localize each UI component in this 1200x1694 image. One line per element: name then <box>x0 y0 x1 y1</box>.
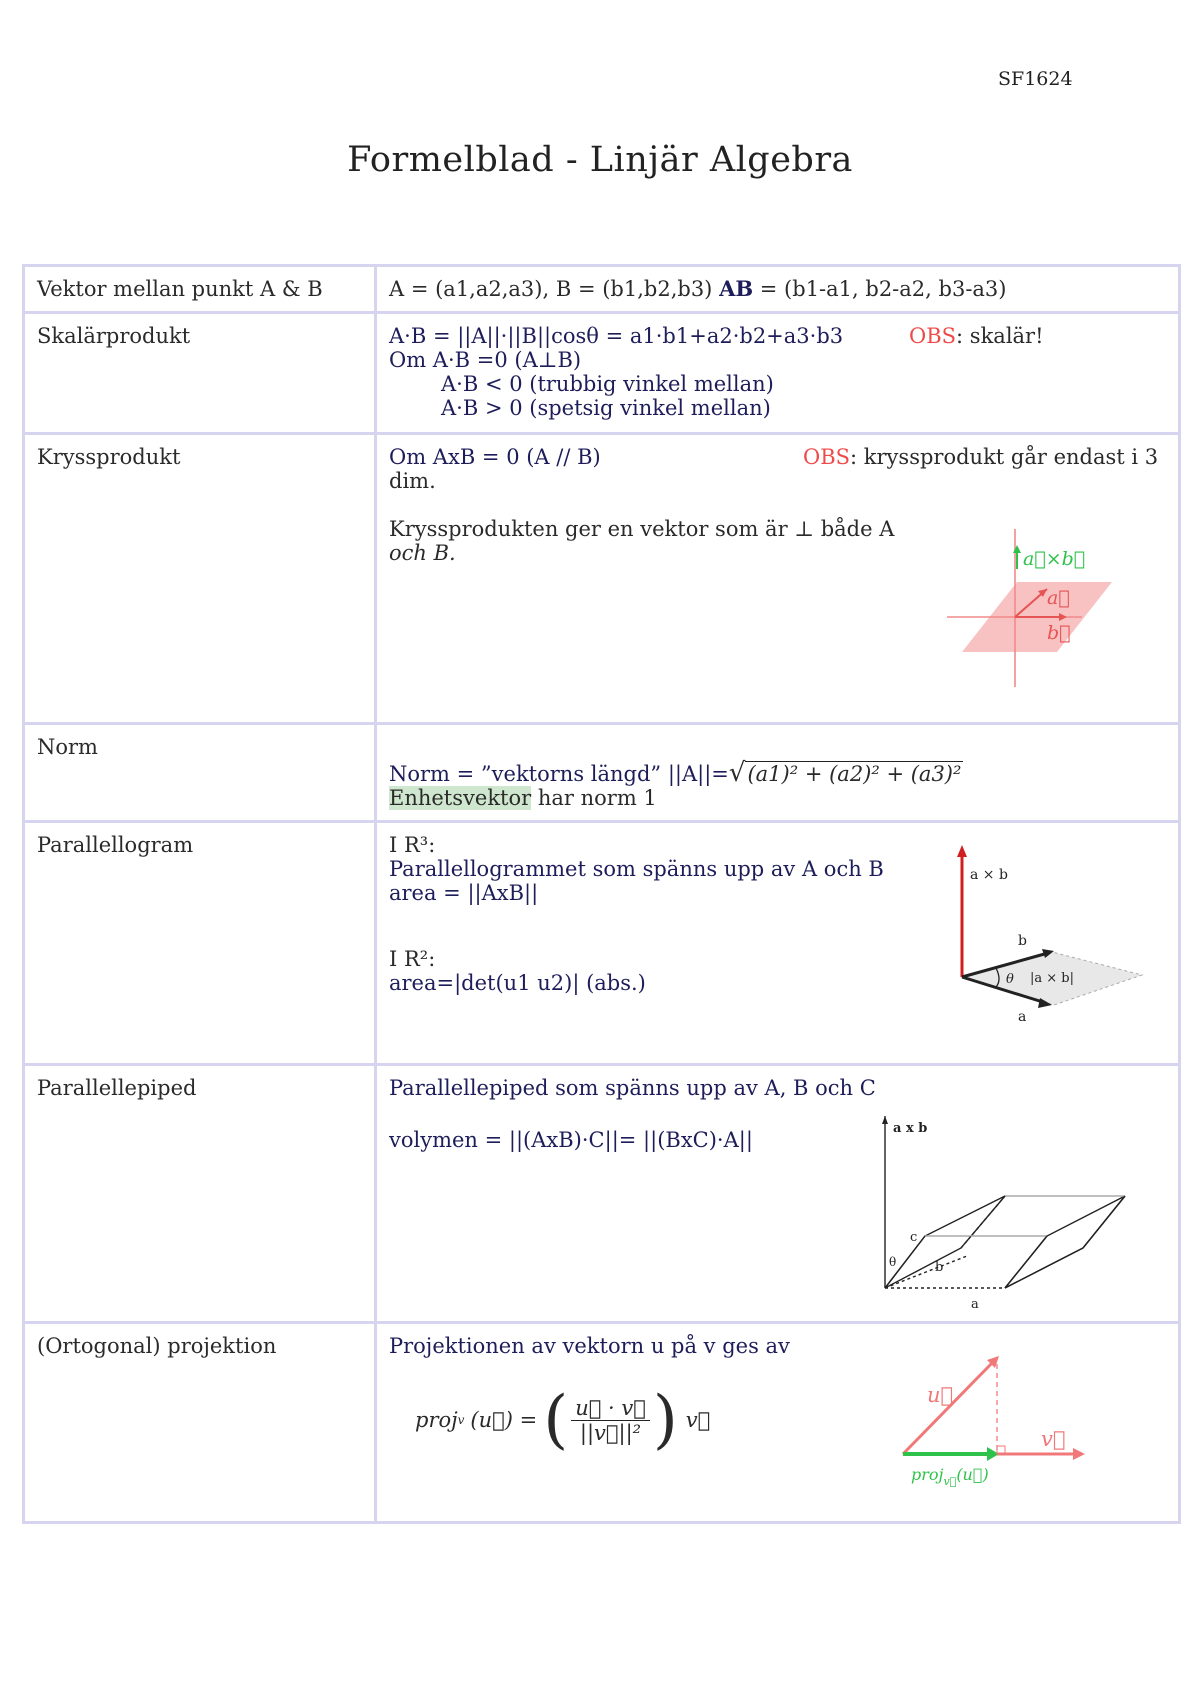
row-parallellepiped <box>24 1065 1180 1323</box>
norm-formula-text: Norm = ”vektorns längd” ||A||= <box>389 762 729 786</box>
projection-figure <box>895 1354 1105 1489</box>
content-skalarprodukt <box>376 313 1180 434</box>
skalar-obs-text: : skalär! <box>956 324 1044 348</box>
label-kryssprodukt: Kryssprodukt <box>24 434 376 724</box>
v-arrowhead <box>1073 1448 1085 1460</box>
label-vektor: Vektor mellan punkt A & B <box>24 266 376 313</box>
formula-fraction <box>571 1396 650 1445</box>
label-v: v⃗ <box>1041 1427 1066 1451</box>
skalar-perp: Om A·B =0 (A⊥B) <box>389 348 582 372</box>
top-face-left <box>885 1196 1005 1288</box>
paren-right-icon: ) <box>652 1383 678 1457</box>
row-parallellogram <box>24 822 1180 1065</box>
proj-sub: v⃗ <box>943 1475 957 1488</box>
projektion-desc: Projektionen av vektorn u på v ges av <box>389 1334 790 1358</box>
norm-radicand: (a1)² + (a2)² + (a3)² <box>747 762 962 786</box>
skalar-formula: A·B = ||A||·||B||cosθ = a1·b1+a2·b2+a3·b3 <box>389 324 844 348</box>
row-vektor <box>24 266 1180 313</box>
kryss-desc-2: och B. <box>389 541 456 565</box>
label-theta: θ <box>1006 972 1014 987</box>
formula-proj: proj <box>415 1408 458 1432</box>
parallellogram-r3: I R³: <box>389 833 436 857</box>
label-axb: a × b <box>970 867 1008 883</box>
norm-unit-vector: Enhetsvektor <box>389 786 532 810</box>
edge-3 <box>1005 1248 1083 1288</box>
skalar-positive: A·B > 0 (spetsig vinkel mellan) <box>441 396 771 420</box>
norm-unit-text: har norm 1 <box>531 786 657 810</box>
course-code: SF1624 <box>998 68 1073 90</box>
content-norm <box>376 724 1180 822</box>
label-c: c <box>910 1230 918 1245</box>
vektor-ab: AB <box>719 276 754 301</box>
parallellepiped-volume: volymen = ||(AxB)·C||= ||(BxC)·A|| <box>389 1128 753 1152</box>
label-b: b <box>935 1260 944 1275</box>
sqrt-icon: √ <box>728 758 746 788</box>
content-projektion <box>376 1323 1180 1523</box>
label-skalarprodukt: Skalärprodukt <box>24 313 376 434</box>
formula-v: v⃗ <box>685 1408 711 1432</box>
label-projektion: (Ortogonal) projektion <box>24 1323 376 1523</box>
formula-table <box>22 264 1181 1524</box>
proj-arg: (u⃗) <box>956 1465 989 1484</box>
label-u: u⃗ <box>927 1383 954 1407</box>
axb-arrowhead <box>957 845 967 857</box>
label-a: a <box>1018 1009 1027 1025</box>
label-proj <box>911 1465 989 1488</box>
page-title: Formelblad - Linjär Algebra <box>347 140 853 180</box>
label-a: a <box>971 1297 979 1311</box>
parallellogram-r2: I R²: <box>389 947 436 971</box>
kryss-obs-text: : kryssprodukt går endast i 3 <box>850 445 1159 469</box>
label-norm: Norm <box>24 724 376 822</box>
label-axb: a x b <box>893 1121 928 1136</box>
paren-left-icon: ( <box>543 1383 569 1457</box>
content-parallellogram <box>376 822 1180 1065</box>
kryss-obs: OBS <box>803 445 851 469</box>
label-b: b <box>1018 933 1027 949</box>
parallellogram-area3: area = ||AxB|| <box>389 881 539 905</box>
label-b: b⃗ <box>1047 622 1071 644</box>
content-parallellepiped <box>376 1065 1180 1323</box>
label-a: a⃗ <box>1047 587 1070 609</box>
axb-arrowhead <box>882 1116 888 1124</box>
label-area: |a × b| <box>1030 971 1074 986</box>
row-skalarprodukt <box>24 313 1180 434</box>
parallellogram-area2: area=|det(u1 u2)| (abs.) <box>389 971 646 995</box>
label-theta: θ <box>889 1255 897 1269</box>
edge-4 <box>1083 1196 1125 1248</box>
row-kryssprodukt <box>24 434 1180 724</box>
parallellogram-spans: Parallellogrammet som spänns upp av A och B <box>389 857 884 881</box>
skalar-negative: A·B < 0 (trubbig vinkel mellan) <box>441 372 774 396</box>
row-norm <box>24 724 1180 822</box>
skalar-obs: OBS <box>909 324 957 348</box>
parallelogram-figure <box>942 837 1157 1032</box>
proj-text: proj <box>911 1465 944 1484</box>
fraction-numerator: u⃗ · v⃗ <box>571 1396 650 1421</box>
edge-5 <box>1005 1236 1047 1288</box>
kryss-desc-1: Kryssprodukten ger en vektor som är ⊥ både A <box>389 517 895 541</box>
u-vector <box>903 1362 993 1454</box>
vektor-ab-formula: = (b1-a1, b2-a2, b3-a3) <box>753 277 1007 301</box>
cross-product-figure <box>907 527 1137 697</box>
kryss-dim: dim. <box>389 469 436 493</box>
parallelepiped-figure <box>877 1116 1139 1311</box>
label-axb: a⃗×b⃗ <box>1023 548 1086 570</box>
label-parallellepiped: Parallellepiped <box>24 1065 376 1323</box>
content-vektor <box>376 266 1180 313</box>
vektor-definition: A = (a1,a2,a3), B = (b1,b2,b3) <box>389 277 713 301</box>
kryss-zero: Om AxB = 0 (A // B) <box>389 445 601 469</box>
row-projektion <box>24 1323 1180 1523</box>
parallellepiped-spans: Parallellepiped som spänns upp av A, B och C <box>389 1076 876 1100</box>
fraction-denominator: ||v⃗||² <box>579 1420 642 1445</box>
formula-arg: (u⃗) = <box>470 1408 538 1432</box>
right-face <box>1005 1196 1125 1288</box>
formula-sub: v <box>457 1413 465 1427</box>
content-kryssprodukt <box>376 434 1180 724</box>
label-parallellogram: Parallellogram <box>24 822 376 1065</box>
